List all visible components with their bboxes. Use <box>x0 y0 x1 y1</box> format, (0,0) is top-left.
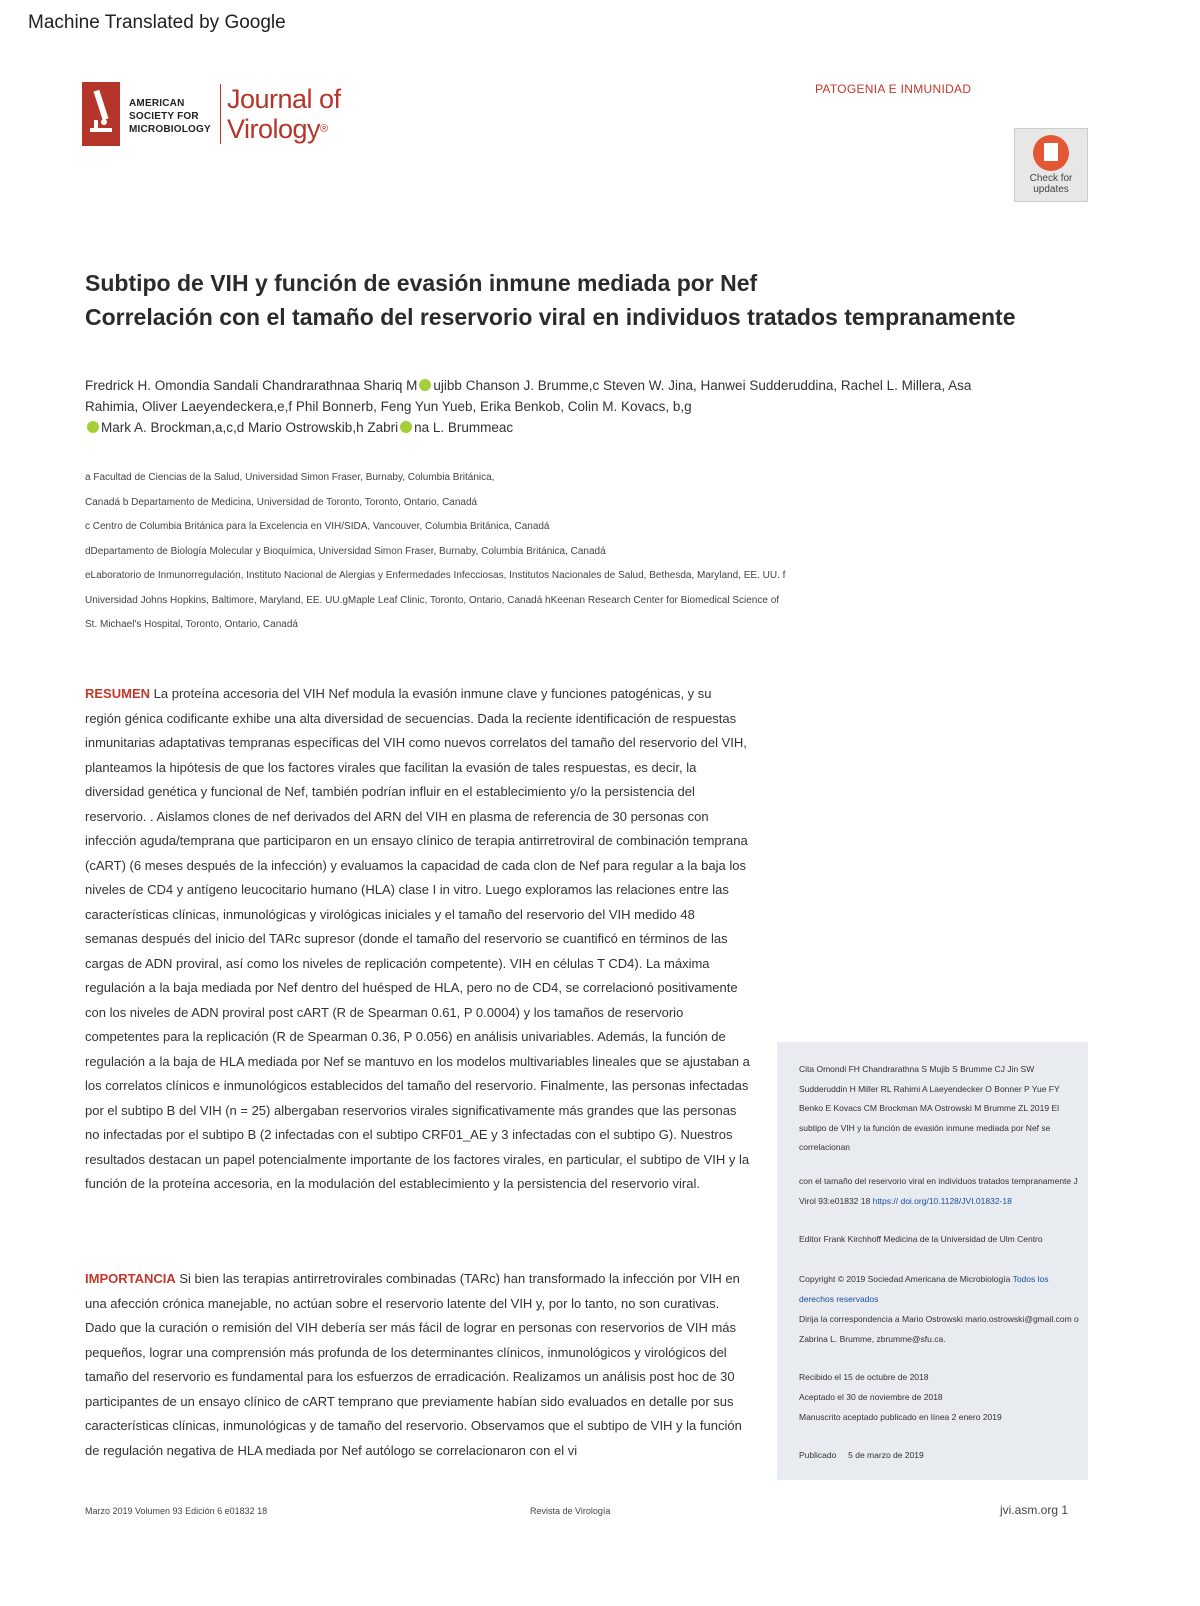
abstract-text: La proteína accesoria del VIH Nef modula la evasión inmune clave y funciones patogénicas, y su región génica codificante exhibe una alta diversidad de secuencias. Dada la reciente identificación de respuestas inmunitarias adaptativas tempranas específicas del VIH como nuevos correlatos del tamaño del reservorio del VIH, planteamos la hipótesis de que los factores virales que facilitan la evasión de tales respuestas, es decir, la diversidad genética y funcional de Nef, también podrían influir en el establecimiento y/o la persistencia del reservorio. . Aislamos clones de nef derivados del ARN del VIH en plasma de referencia de 30 personas con infección aguda/temprana que participaron en un ensayo clínico de terapia antirretroviral de combinación temprana (cART) (6 meses después de la infección) y evaluamos la capacidad de cada clon de Nef para regular a la baja los niveles de CD4 y antígeno leucocitario humano (HLA) clase I in vitro. Luego exploramos las relaciones entre las características clínicas, inmunológicas y virológicas iniciales y el tamaño del reservorio del VIH medido 48 semanas después del inicio del TARc supresor (donde el tamaño del reservorio se cuantificó en términos de las cargas de ADN proviral, así como los niveles de replicación competente). VIH en células T CD4). La máxima regulación a la baja mediada por Nef dentro del huésped de HLA, pero no de CD4, se correlacionó positivamente con los niveles de ADN proviral post cART (R de Spearman 0.61, P 0.0004) y los tamaños de reservorio competentes para la replicación (R de Spearman 0.36, P 0.056) en análisis univariables. Además, la función de regulación a la baja de HLA mediada por Nef se mantuvo en los modelos multivariables lineales que se ajustaban a los correlatos clínicos e inmunológicos establecidos del tamaño del reservorio. Finalmente, las personas infectadas por el subtipo B del VIH (n = 25) albergaban reservorios virales significativamente más grandes que las personas no infectadas por el subtipo B (2 infectadas con el subtipo CRF01_AE y 3 infectadas con el subtipo G). Nuestros resultados destacan un papel potencialmente importante de los factores virales, en particular, el subtipo de VIH y la función de la proteína accesoria, en la modulación del establecimiento y la persistencia del reservorio viral. <box>85 686 750 1191</box>
editor-info: Editor Frank Kirchhoff Medicina de la Universidad de Ulm Centro <box>799 1234 1043 1244</box>
orcid-icon[interactable] <box>87 421 99 433</box>
rights-link[interactable]: Todos los derechos reservados <box>799 1274 1049 1304</box>
affiliation-line: eLaboratorio de Inmunorregulación, Instituto Nacional de Alergias y Enfermedades Infecciosas, Institutos Nacionales de Salud, Bethesda, Maryland, EE. UU. f <box>85 570 786 581</box>
abstract-section <box>85 682 750 1197</box>
published-date: Publicado 5 de marzo de 2019 <box>799 1450 924 1460</box>
citation-continued: con el tamaño del reservorio viral en individuos tratados tempranamente J Virol 93:e01832 18 https:// doi.org/10.1128/JVI.01832-18 <box>799 1176 1078 1206</box>
check-for-updates-label: Check for updates <box>1029 173 1073 195</box>
footer-page-link[interactable]: jvi.asm.org 1 <box>1000 1503 1069 1517</box>
importance-label: IMPORTANCIA <box>85 1271 176 1286</box>
accepted-date: Aceptado el 30 de noviembre de 2018 <box>799 1392 943 1402</box>
doi-link[interactable]: https:// doi.org/10.1128/JVI.01832-18 <box>872 1195 1012 1206</box>
affiliation-line: St. Michael's Hospital, Toronto, Ontario, Canadá <box>85 619 298 630</box>
affiliation-line: a Facultad de Ciencias de la Salud, Universidad Simon Fraser, Burnaby, Columbia Británica, <box>85 472 495 483</box>
society-name: AMERICAN SOCIETY FOR MICROBIOLOGY <box>129 98 211 135</box>
accepted-manuscript-date: Manuscrito aceptado publicado en línea 2 enero 2019 <box>799 1412 1002 1422</box>
affiliations <box>85 466 965 638</box>
translation-banner: Machine Translated by Google <box>28 12 286 33</box>
orcid-icon[interactable] <box>419 379 431 391</box>
orcid-icon[interactable] <box>400 421 412 433</box>
abstract-label: RESUMEN <box>85 686 151 701</box>
affiliation-line: Universidad Johns Hopkins, Baltimore, Maryland, EE. UU.gMaple Leaf Clinic, Toronto, Ontario, Canadá hKeenan Research Center for Biomedical Science of <box>85 594 780 606</box>
affiliation-line: dDepartamento de Biología Molecular y Bioquímica, Universidad Simon Fraser, Burnaby, Columbia Británica, Canadá <box>85 545 606 557</box>
check-for-updates-button[interactable] <box>1014 128 1088 202</box>
journal-name: Journal of Virology® <box>227 84 341 144</box>
copyright-info: Copyright © 2019 Sociedad Americana de Microbiología Todos los derechos reservados <box>799 1274 1049 1304</box>
correspondence-info: Dirija la correspondencia a Mario Ostrowski mario.ostrowski@gmail.com o Zabrina L. Brumme, zbrumme@sfu.ca. <box>799 1314 1079 1344</box>
article-info-sidebar <box>777 1042 1088 1480</box>
section-label: PATOGENIA E INMUNIDAD <box>815 82 972 96</box>
importance-section <box>85 1267 750 1463</box>
affiliation-line: Canadá b Departamento de Medicina, Universidad de Toronto, Toronto, Ontario, Canadá <box>85 496 478 508</box>
importance-text: Si bien las terapias antirretrovirales combinadas (TARc) han transformado la infección por VIH en una afección crónica manejable, no actúan sobre el reservorio latente del VIH y, por lo tanto, no son curativas. Dado que la curación o remisión del VIH debería ser más fácil de lograr en personas con reservorios de VIH más pequeños, lograr una comprensión más profunda de los determinantes clínicos, inmunológicos y virológicos del tamaño del reservorio es fundamental para los esfuerzos de erradicación. Realizamos un análisis post hoc de 30 participantes de un ensayo clínico de cART temprano que previamente habían sido evaluados en detalle por sus características clínicas, inmunológicas y de tamaño del reservorio. Observamos que el subtipo de VIH y la función de regulación negativa de HLA mediada por Nef autólogo se correlacionaron con el vi <box>85 1271 742 1458</box>
article-title: Subtipo de VIH y función de evasión inmune mediada por Nef Correlación con el tamaño del reservorio viral en individuos tratados tempranamente <box>85 270 1016 330</box>
footer-journal-name: Revista de Virología <box>530 1506 611 1516</box>
received-date: Recibido el 15 de octubre de 2018 <box>799 1372 929 1382</box>
asm-microscope-icon <box>82 82 120 146</box>
logo-divider <box>220 84 221 144</box>
journal-logo[interactable] <box>82 82 342 148</box>
footer-issue-info: Marzo 2019 Volumen 93 Edición 6 e01832 18 <box>85 1506 268 1516</box>
affiliation-line: c Centro de Columbia Británica para la Excelencia en VIH/SIDA, Vancouver, Columbia Británica, Canadá <box>85 521 550 532</box>
crossmark-ribbon-icon <box>1044 143 1058 161</box>
author-list: Fredrick H. Omondia Sandali Chandrarathnaa Shariq M ujibb Chanson J. Brumme,c Steven W. Jina, Hanwei Sudderuddina, Rachel L. Millera, Asa Rahimia, Oliver Laeyendeckera,e,f Phil Bonnerb, Feng Yun Yueb, Erika Benkob, Colin M. Kovacs, b,g Mark A. Brockman,a,c,d Mario Ostrowskib,h Zabri na L. Brummeac <box>85 378 972 435</box>
citation-text: Cita Omondi FH Chandrarathna S Mujib S Brumme CJ Jin SW Sudderuddin H Miller RL Rahimi A Laeyendecker O Bonner P Yue FY Benko E Kovacs CM Brockman MA Ostrowski M Brumme ZL 2019 El subtipo de VIH y la función de evasión inmune mediada por Nef se correlacionan <box>799 1064 1060 1152</box>
